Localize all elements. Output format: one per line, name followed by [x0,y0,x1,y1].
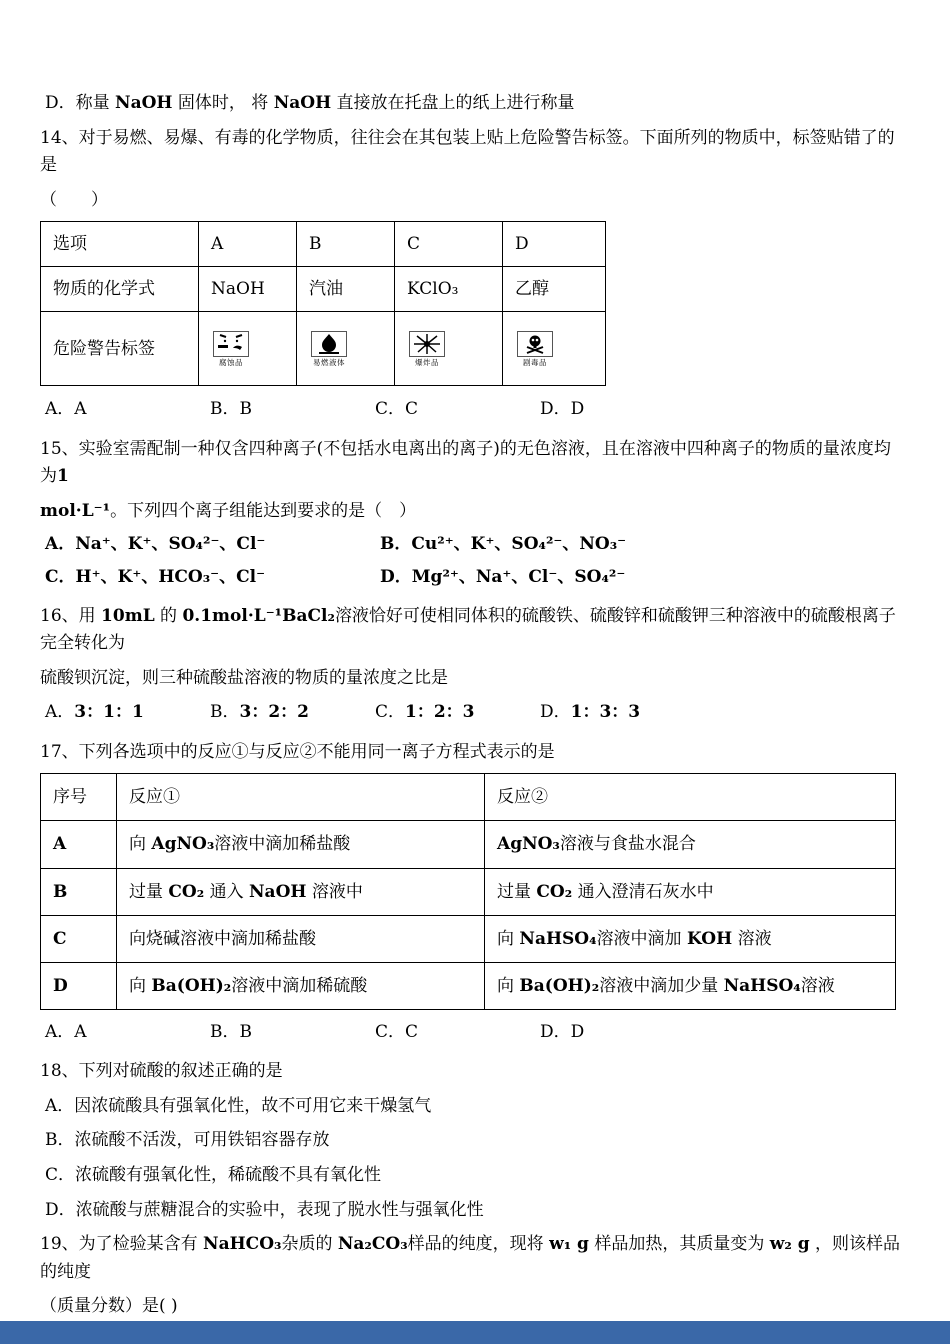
q14-stem-parens: （ ） [40,189,108,210]
table-cell: 向 NaHSO₄溶液中滴加 KOH 溶液 [485,915,896,962]
table-cell: 危险警告标签 [41,312,199,386]
q15-option-d: D．Mg²⁺、Na⁺、Cl⁻、SO₄²⁻ [380,567,626,588]
q17-stem: 17、下列各选项中的反应①与反应②不能用同一离子方程式表示的是 [40,741,555,762]
table-cell: B [41,868,117,915]
q17-table-header-row [41,774,896,821]
q16-answers [40,699,906,727]
table-cell [199,312,297,386]
q16-answer-b: B．3：2：2 [210,702,309,723]
table-cell: D [503,222,606,267]
table-cell: D [41,962,117,1009]
table-cell: NaOH [199,267,297,312]
q14-stem: 14、对于易燃、易爆、有毒的化学物质，往往会在其包装上贴上危险警告标签。下面所列的物质中，标签贴错了的是 [40,127,895,176]
corrosive-icon [213,331,249,357]
table-cell: 序号 [41,774,117,821]
table-cell: 反应② [485,774,896,821]
q17-answers [40,1019,906,1047]
q14-table [40,221,606,386]
hazard-label-explosive [405,331,449,367]
table-cell: 向 Ba(OH)₂溶液中滴加少量 NaHSO₄溶液 [485,962,896,1009]
table-cell: 汽油 [297,267,395,312]
table-cell: C [395,222,503,267]
table-cell: 反应① [117,774,485,821]
q16-stem-1: 16、用 10mL 的 0.1mol·L⁻¹BaCl₂溶液恰好可使相同体积的硫酸铁、硫酸锌和硫酸钾三种溶液中的硫酸根离子完全转化为 [40,605,896,654]
table-cell [503,312,606,386]
hazard-label-corrosive [209,331,253,367]
table-cell: 向 Ba(OH)₂溶液中滴加稀硫酸 [117,962,485,1009]
hazard-caption: 腐蚀品 [219,357,243,367]
table-cell: A [41,821,117,868]
hazard-label-toxic [513,331,557,367]
table-cell: 乙醇 [503,267,606,312]
q18-option-a: A．因浓硫酸具有强氧化性，故不可用它来干燥氢气 [45,1095,432,1116]
q19-stem-1: 19、为了检验某含有 NaHCO₃杂质的 Na₂CO₃样品的纯度，现将 w₁ g 样品加热，其质量变为 w₂ g ，则该样品的纯度 [40,1234,901,1282]
table-cell: 选项 [41,222,199,267]
q15-options [40,532,906,589]
q15-option-a: A．Na⁺、K⁺、SO₄²⁻、Cl⁻ [45,534,266,555]
q15-stem-2: mol·L⁻¹。下列四个离子组能达到要求的是（ ） [40,500,417,521]
table-cell [297,312,395,386]
q16-answer-a: A．3：1：1 [45,702,144,723]
q17-table-row-b [41,868,896,915]
hazard-caption: 爆炸品 [415,357,439,367]
q14-answer-b: B．B [210,399,252,420]
q18-option-b: B．浓硫酸不活泼，可用铁铝容器存放 [45,1130,330,1151]
q16-stem-2: 硫酸钡沉淀，则三种硫酸盐溶液的物质的量浓度之比是 [40,667,448,688]
q18-stem: 18、下列对硫酸的叙述正确的是 [40,1061,283,1082]
toxic-icon [517,331,553,357]
q15-option-c: C．H⁺、K⁺、HCO₃⁻、Cl⁻ [45,567,266,588]
q16-answer-c: C．1：2：3 [375,702,475,723]
q13-option-d: D．称量 NaOH 固体时， 将 NaOH 直接放在托盘上的纸上进行称量 [45,93,575,113]
q14-answer-a: A．A [45,399,87,420]
q14-answer-c: C．C [375,399,419,420]
table-cell: C [41,915,117,962]
q14-table-label-row [41,312,606,386]
table-cell: 向烧碱溶液中滴加稀盐酸 [117,915,485,962]
hazard-caption: 易燃液体 [313,357,345,367]
q17-answer-c: C．C [375,1021,419,1042]
q14-answer-d: D．D [540,399,585,420]
q17-answer-b: B．B [210,1021,252,1042]
table-cell: KClO₃ [395,267,503,312]
q16-answer-d: D．1：3：3 [540,702,641,723]
q18-option-d: D．浓硫酸与蔗糖混合的实验中，表现了脱水性与强氧化性 [45,1199,484,1220]
table-cell [395,312,503,386]
q17-table-row-c [41,915,896,962]
table-cell: 过量 CO₂ 通入 NaOH 溶液中 [117,868,485,915]
footer-bar [0,1321,950,1344]
explosive-icon [409,331,445,357]
q14-answers [40,396,906,424]
table-cell: AgNO₃溶液与食盐水混合 [485,821,896,868]
q17-answer-a: A．A [45,1021,87,1042]
table-cell: A [199,222,297,267]
hazard-caption: 剧毒品 [523,357,547,367]
table-cell: 物质的化学式 [41,267,199,312]
q19-stem-2: （质量分数）是( ) [40,1296,178,1317]
q17-table-row-a [41,821,896,868]
q18-option-c: C．浓硫酸有强氧化性，稀硫酸不具有氧化性 [45,1164,382,1185]
q14-table-header-row [41,222,606,267]
q17-table-row-d [41,962,896,1009]
hazard-label-flammable [307,331,351,367]
q15-option-b: B．Cu²⁺、K⁺、SO₄²⁻、NO₃⁻ [380,534,627,555]
flammable-icon [311,331,347,357]
q15-stem-1: 15、实验室需配制一种仅含四种离子(不包括水电离出的离子)的无色溶液，且在溶液中四种离子的物质的量浓度均为1 [40,438,891,487]
table-cell: 向 AgNO₃溶液中滴加稀盐酸 [117,821,485,868]
table-cell: B [297,222,395,267]
q17-answer-d: D．D [540,1021,585,1042]
q17-table [40,773,896,1009]
q14-table-formula-row [41,267,606,312]
table-cell: 过量 CO₂ 通入澄清石灰水中 [485,868,896,915]
